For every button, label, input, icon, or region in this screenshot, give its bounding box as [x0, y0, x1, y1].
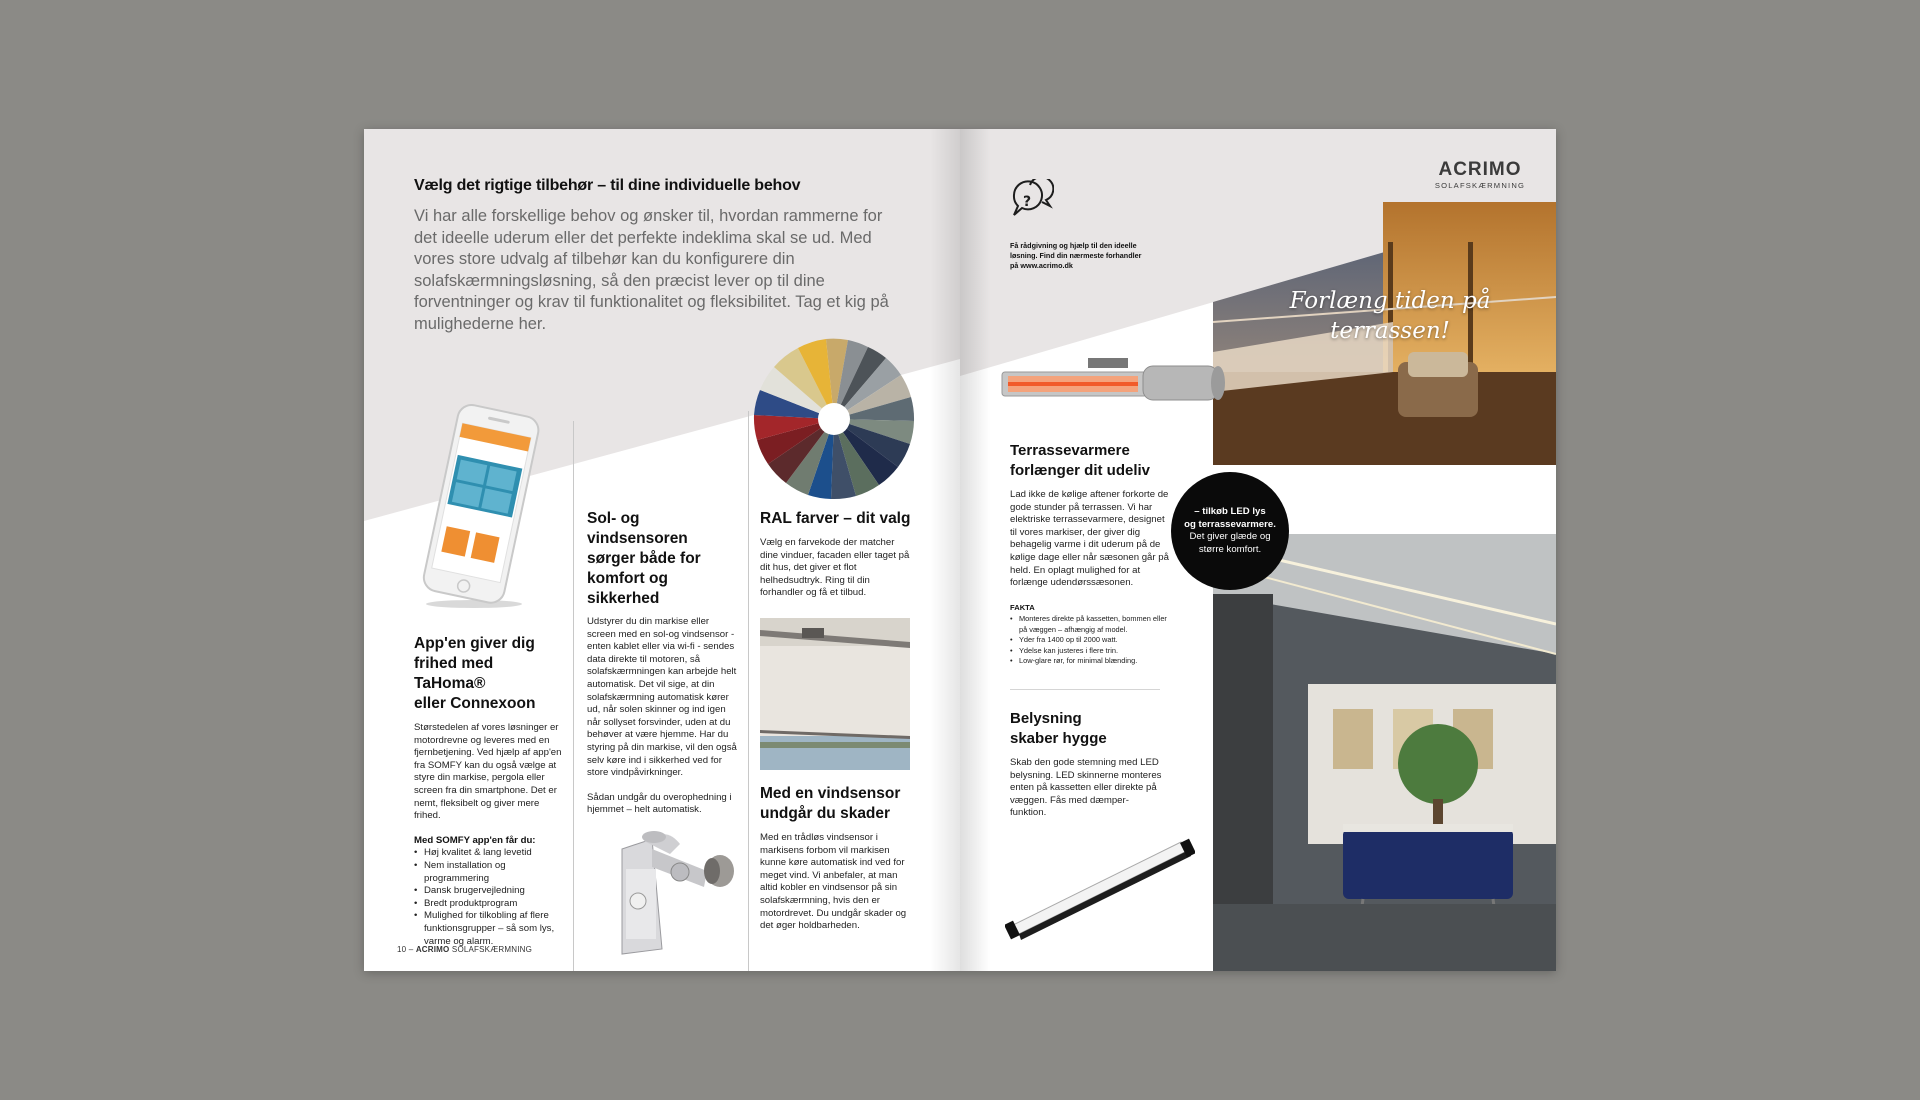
sensor-title-2: sørger både for: [587, 550, 701, 567]
smartphone-app-image: [412, 404, 542, 609]
promo-badge: [1171, 472, 1289, 590]
wind-section: [760, 784, 915, 933]
column-divider: [748, 411, 749, 971]
list-item: • Dansk brugervejledning: [414, 885, 564, 898]
led-title-2: skaber hygge: [1010, 730, 1107, 747]
facts-list: [1010, 614, 1170, 667]
led-section: [1010, 709, 1165, 820]
ral-color-fan-image: [744, 329, 924, 509]
script-line-1: Forlæng tiden på: [1289, 288, 1491, 314]
led-title-1: Belysning: [1010, 710, 1082, 727]
sensor-body: Udstyrer du din markise eller screen med en sol-og vindsensor - enten kablet eller via wi-fi - sendes data direkte til motoren, så solafskærmningen kan arbejde helt automatisk. Det vil sige, at din solafskærmning automatisk kører ud, når solen skinner og ind igen når sollyset forsvinder, uden at du behøver at være hjemme. Har du styring på din markise, vil den også selv køre ind i sikkerhed ved for store vindpåvirkninger.: [587, 616, 737, 779]
led-rail-image: [1005, 834, 1195, 944]
logo-subtext: SOLAFSKÆRMNING: [1434, 181, 1526, 190]
led-terrace-photo: [1213, 534, 1556, 971]
app-bullet-list: [414, 847, 564, 948]
column-divider: [573, 421, 574, 971]
badge-line-2: og terrassevarmere.: [1184, 518, 1276, 530]
sensor-title-3: komfort og sikkerhed: [587, 570, 668, 607]
brochure-spread: [364, 129, 1556, 971]
heater-title-2: forlænger dit udeliv: [1010, 462, 1151, 479]
left-page: [364, 129, 960, 971]
wind-title-2: undgår du skader: [760, 805, 891, 822]
list-item: • Nem installation og programmering: [414, 860, 564, 885]
sensor-section: [587, 509, 739, 817]
awning-wind-sensor-photo: [760, 618, 910, 770]
chat-question-icon: [1010, 179, 1054, 227]
list-item: • Monteres direkte på kassetten, bommen eller på væggen – afhængig af model.: [1010, 614, 1170, 635]
patio-heater-image: [998, 354, 1228, 414]
ral-title: RAL farver – dit valg: [760, 510, 911, 527]
badge-line-1: – tilkøb LED lys: [1194, 506, 1266, 517]
list-item: • Yder fra 1400 op til 2000 watt.: [1010, 635, 1170, 646]
ral-section: [760, 509, 915, 600]
app-title-1: App'en giver dig: [414, 635, 535, 652]
sensor-title-1: Sol- og vindsensoren: [587, 510, 688, 547]
page-headline: Vælg det rigtige tilbehør – til dine individuelle behov: [414, 177, 801, 194]
list-item: • Low-glare rør, for minimal blænding.: [1010, 656, 1170, 667]
wind-body: Med en trådløs vindsensor i markisens forbom vil markisen kunne køre automatisk ind ved for meget vind. Vi anbefaler, at man altid kobler en vindsensor på sin solafskærmning, hvis den er motordrevet. Du undgår skader og det øger holdbarheden.: [760, 832, 907, 932]
app-body: Størstedelen af vores løsninger er motordrevne og leveres med en fjernbetjening. Ved hjælp af app'en fra SOMFY kan du også vælge at styre din markise, pergola eller screen fra din smartphone. Det er nemt, fleksibelt og giver mere frihed.: [414, 722, 562, 822]
badge-line-3: Det giver glæde og: [1189, 531, 1271, 542]
sensor-body-2: Sådan undgår du overophedning i hjemmet – helt automatisk.: [587, 791, 732, 816]
app-section: [414, 634, 564, 948]
script-slogan: [1240, 286, 1540, 346]
sun-wind-sensor-image: [592, 809, 742, 959]
right-page: [960, 129, 1556, 971]
footer-brand-sub: SOLAFSKÆRMNING: [451, 945, 533, 954]
led-body: Skab den gode stemning med LED belysning. LED skinnerne monteres enten på kassetten eller direkte på væggen. Fås med dæmper-funktion.: [1010, 757, 1162, 819]
ral-body: Vælg en farvekode der matcher dine vinduer, facaden eller taget på dit hus, det giver et flot helhedsudtryk. Ring til din forhandler og få et tilbud.: [760, 537, 910, 599]
script-line-2: terrassen!: [1330, 318, 1450, 344]
heater-title-1: Terrassevarmere: [1010, 442, 1130, 459]
list-item: • Mulighed for tilkobling af flere funktionsgrupper – så som lys, varme og alarm.: [414, 910, 564, 948]
acrimo-logo: [1420, 159, 1540, 190]
page-footer: [397, 945, 532, 954]
app-title-2: frihed med TaHoma®: [414, 655, 494, 692]
page-number: 10 –: [397, 945, 414, 954]
app-list-title: Med SOMFY app'en får du:: [414, 834, 536, 846]
list-item: • Bredt produktprogram: [414, 898, 564, 911]
list-item: • Ydelse kan justeres i flere trin.: [1010, 646, 1170, 657]
wind-title-1: Med en vindsensor: [760, 785, 901, 802]
section-divider: [1010, 689, 1160, 690]
advice-text: Få rådgivning og hjælp til den ideelle løsning. Find din nærmeste forhandler på www.acrimo.dk: [1010, 241, 1142, 270]
footer-brand: ACRIMO: [415, 945, 450, 954]
intro-text: Vi har alle forskellige behov og ønsker til, hvordan rammerne for det ideelle uderum eller det perfekte indeklima skal se ud. Med vores store udvalg af tilbehør kan du konfigurere din solafskærmningsløsning, så den præcist lever op til dine forventninger og krav til funktionalitet og fleksibilitet. Tag et kig på mulighederne her.: [414, 207, 889, 333]
app-title-3: eller Connexoon: [414, 695, 536, 712]
heater-body: Lad ikke de kølige aftener forkorte de gode stunder på terrassen. Vi har elektriske terrassevarmere, designet til vores markiser, der giver dig behagelig varme i dit uderum på de kølige dage eller når sæsonen går på held. En oplagt mulighed for at forlænge udendørssæsonen.: [1010, 489, 1169, 589]
facts-title: FAKTA: [1010, 602, 1035, 612]
list-item: • Høj kvalitet & lang levetid: [414, 847, 564, 860]
svg-text:?: ?: [1023, 194, 1032, 210]
heater-section: [1010, 441, 1170, 667]
logo-text: ACRIMO: [1438, 159, 1522, 180]
badge-line-4: større komfort.: [1198, 543, 1262, 555]
